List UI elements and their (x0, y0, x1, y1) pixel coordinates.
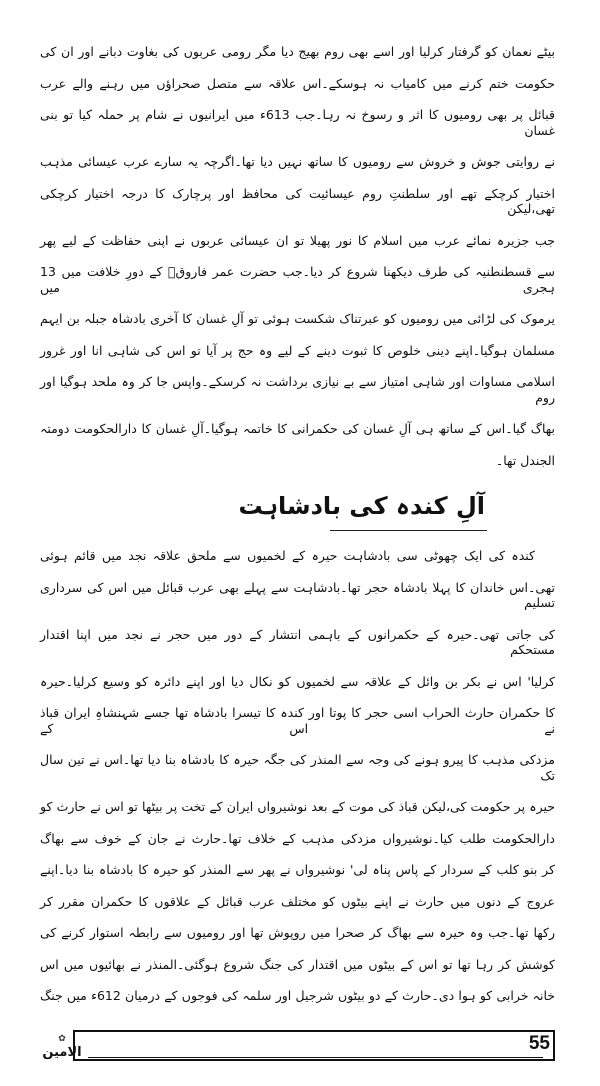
text-line: حیرہ پر حکومت کی،لیکن قباذ کی موت کے بعد نوشیرواں ایران کے تخت پر بیٹھا تو اس نے حارث کو (40, 799, 555, 814)
text-line: الجندل تھا۔ (495, 452, 555, 468)
paragraph-1 (40, 36, 555, 476)
footer-rule (88, 1057, 543, 1058)
text-line: سے قسطنطنیہ کی طرف دیکھنا شروع کر دیا۔جب حضرت عمر فاروقؓ کے دورِ خلافت میں 13 ہجری میں (40, 264, 555, 295)
footer (40, 1026, 565, 1066)
text-line: کا حکمران حارث الحراب اسی حجر کا پوتا اور کندہ کا تیسرا بادشاہ تھا جسے شہنشاہِ ایران قباذ نے اس کے (40, 705, 555, 736)
text-line: کی جاتی تھی۔حیرہ کے حکمرانوں کے باہمی انتشار کے دور میں حجر نے نجد میں اپنا اقتدار مستحکم (40, 626, 555, 657)
page-number: 55 (528, 1032, 550, 1054)
paragraph-2 (40, 540, 555, 1012)
calligraphy-ornament-icon: ✿ (58, 1033, 66, 1044)
text-line: خانہ خرابی کو ہوا دی۔حارث کے دو بیٹوں شرجیل اور سلمہ کی فوجوں کے درمیان 612ء میں جنگ (40, 988, 555, 1003)
text-line: بیٹے نعمان کو گرفتار کرلیا اور اسے بھی روم بھیج دیا مگر رومی عربوں کی بغاوت دبانے اور ان کی (40, 44, 555, 59)
heading-underline (330, 530, 487, 531)
logo-text: الامین (42, 1044, 82, 1060)
text-line: کر بنو کلب کے سردار کے پاس پناہ لی' نوشیرواں نے پھر سے المنذر کو حیرہ کا بادشاہ بنا دیا۔اپنے (40, 862, 555, 877)
text-line: رکھا تھا۔جب وہ حیرہ سے بھاگ کر صحرا میں روپوش تھا اور رومیوں سے رابطہ استوار کرنے کی (40, 925, 555, 940)
text-line: اسلامی مساوات اور شاہی امتیاز سے بے نیازی برداشت نہ کرسکے۔واپس جا کر وہ ملحد ہوگیا اور روم (40, 374, 555, 405)
section-heading-block (40, 486, 555, 534)
text-line: حکومت ختم کرنے میں کامیاب نہ ہوسکے۔اس علاقہ سے متصل صحراؤں میں رہنے والے عرب (40, 75, 555, 91)
text-line: بھاگ گیا۔اس کے ساتھ ہی آلِ غسان کی حکمرانی کا خاتمہ ہوگیا۔آلِ غسان کا دارالحکومت دومتہ (40, 421, 555, 436)
text-line: جب جزیرہ نمائے عرب میں اسلام کا نور پھیلا تو ان عیسائی عربوں نے اپنی حفاظت کے لیے پھر (40, 232, 555, 248)
text-line: تھی۔اس خاندان کا پہلا بادشاہ حجر تھا۔بادشاہت سے پہلے بھی عرب قبائل میں اس کی سرداری تسلیم (40, 579, 555, 610)
text-line: عروج کے دنوں میں حارث نے اپنے بیٹوں کو مختلف عرب قبائل کے علاقوں کا حکمران مقرر کر (40, 893, 555, 909)
text-line: نے روایتی جوش و خروش سے رومیوں کا ساتھ نہیں دیا تھا۔اگرچہ یہ سارے عرب عیسائی مذہب (40, 154, 555, 169)
text-line: مسلمان ہوگیا۔اپنے دینی خلوص کا ثبوت دینے کے لیے وہ حج پر آیا تو اس کی شاہی انا اور غرور (40, 342, 555, 358)
text-line: یرموک کی لڑائی میں رومیوں کو عبرتناک شکست ہوئی تو آلِ غسان کا آخری بادشاہ جبلہ بن ایہم (40, 311, 555, 326)
text-line: اختیار کرچکے تھے اور سلطنتِ روم عیسائیت کی محافظ اور پرچارک کا درجہ اختیار کرچکی تھی،لیکن (40, 185, 555, 216)
text-line: قبائل پر بھی رومیوں کا اثر و رسوخ نہ رہا۔جب 613ء میں ایرانیوں نے شام پر حملہ کیا تو بنی غسان (40, 107, 555, 138)
section-heading: آلِ کندہ کی بادشاہت (238, 492, 485, 520)
text-line: کندہ کی ایک چھوٹی سی بادشاہت حیرہ کے لخمیوں سے ملحق علاقہ نجد میں قائم ہوئی (40, 548, 535, 563)
text-line: دارالحکومت طلب کیا۔نوشیرواں مزدکی مذہب کے خلاف تھا۔حارث نے جان کے خوف سے بھاگ (40, 830, 555, 846)
text-line: کرلیا' اس نے بکر بن وائل کے علاقہ سے لخمیوں کو نکال دیا اور اپنے دائرہ کو وسیع کرلیا۔حیرہ (40, 673, 555, 689)
text-line: مزدکی مذہب کا پیرو ہونے کی وجہ سے المنذر کی جگہ حیرہ کا بادشاہ بنا دیا تھا۔اس نے تین سال تک (40, 752, 555, 783)
text-line: کوشش کر رہا تھا تو اس کے بیٹوں میں اقتدار کی جنگ شروع ہوگئی۔المنذر نے بھائیوں میں اس (40, 956, 555, 972)
